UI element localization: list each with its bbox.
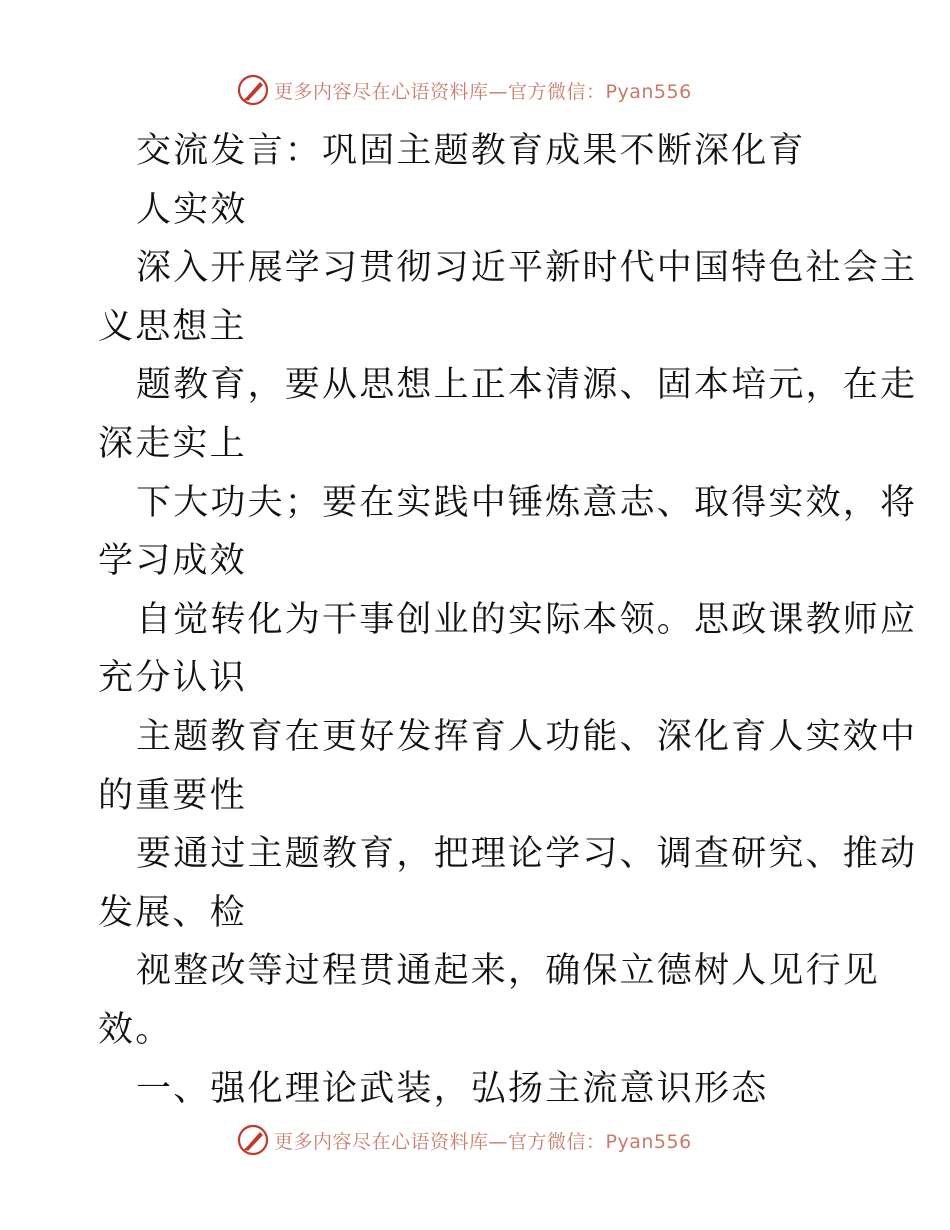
text-line: 自觉转化为干事创业的实际本领。思政课教师应: [136, 599, 918, 640]
text-line: 题教育，要从思想上正本清源、固本培元，在走: [136, 365, 918, 406]
text-line: 主题教育在更好发挥育人功能、深化育人实效中: [136, 716, 918, 757]
text-line: 下大功夫；要在实践中锤炼意志、取得实效，将: [136, 482, 918, 523]
text-line: 发展、检: [98, 892, 247, 933]
text-line: 交流发言：巩固主题教育成果不断深化育: [136, 131, 806, 171]
text-line: 要通过主题教育，把理论学习、调查研究、推动: [136, 834, 918, 875]
document-body: [98, 122, 918, 1118]
text-line: 的重要性: [98, 775, 247, 816]
header-watermark: [236, 72, 692, 108]
text-line: 效。: [98, 1009, 173, 1050]
text-line: 视整改等过程贯通起来，确保立德树人见行见: [136, 951, 881, 992]
watermark-text: 更多内容尽在心语资料库—官方微信：Pyan556: [274, 80, 692, 103]
quill-pen-seal-icon: [236, 73, 270, 107]
quill-pen-seal-icon: [236, 1123, 270, 1157]
text-line: 充分认识: [98, 658, 247, 699]
text-line: 人实效: [136, 189, 248, 230]
text-line: 深走实上: [98, 423, 247, 464]
text-line: 深入开展学习贯彻习近平新时代中国特色社会主: [136, 248, 918, 289]
text-line: 义思想主: [98, 306, 247, 347]
watermark-text: 更多内容尽在心语资料库—官方微信：Pyan556: [274, 1130, 692, 1153]
text-line: 一、强化理论武装，弘扬主流意识形态: [136, 1068, 769, 1109]
text-line: 学习成效: [98, 541, 247, 582]
footer-watermark: [236, 1122, 692, 1158]
